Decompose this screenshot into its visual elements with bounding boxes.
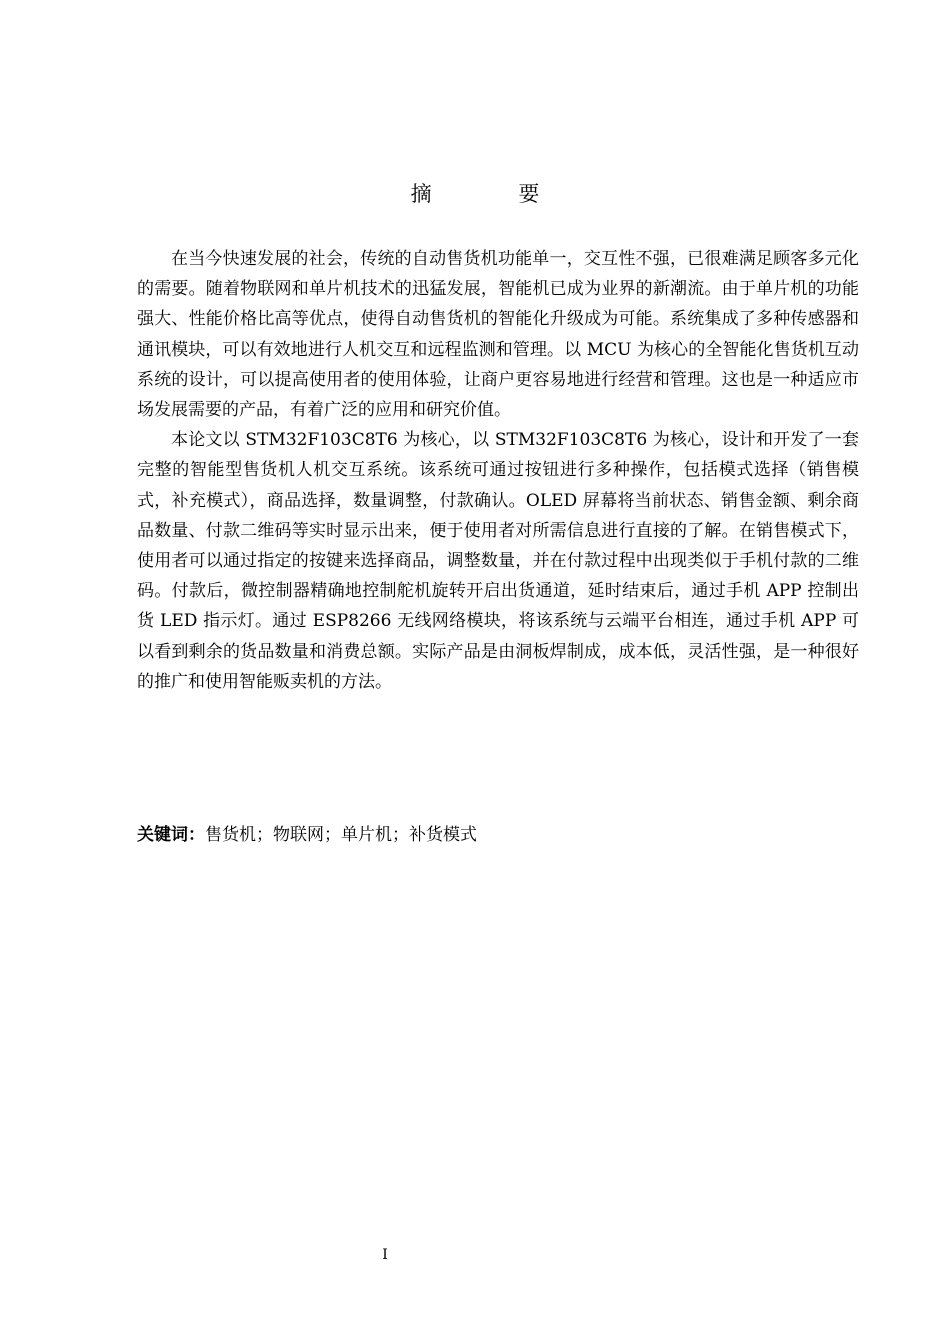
keywords-line	[137, 820, 859, 850]
abstract-title: 摘 要	[410, 182, 580, 206]
keywords-label: 关键词：	[137, 825, 205, 845]
keywords-list: 售货机；物联网；单片机；补货模式	[205, 825, 477, 845]
abstract-paragraph-2: 本论文以 STM32F103C8T6 为核心，以 STM32F103C8T6 为核心，设计和开发了一套完整的智能型售货机人机交互系统。该系统可通过按钮进行多种操作，包括模式选择（销售模式，补充模式），商品选择，数量调整，付款确认。OLED 屏幕将当前状态、销售金额、剩余商品数量、付款二维码等实时显示出来，便于使用者对所需信息进行直接的了解。在销售模式下，使用者可以通过指定的按键来选择商品，调整数量，并在付款过程中出现类似于手机付款的二维码。付款后，微控制器精确地控制舵机旋转开启出货通道，延时结束后，通过手机 APP 控制出货 LED 指示灯。通过 ESP8266 无线网络模块，将该系统与云端平台相连，通过手机 APP 可以看到剩余的货品数量和消费总额。实际产品是由洞板焊制成，成本低，灵活性强，是一种很好的推广和使用智能贩卖机的方法。	[137, 430, 859, 692]
page-number: I	[382, 1247, 388, 1263]
abstract-body	[137, 244, 859, 697]
abstract-paragraph-1: 在当今快速发展的社会，传统的自动售货机功能单一，交互性不强，已很难满足顾客多元化的需要。随着物联网和单片机技术的迅猛发展，智能机已成为业界的新潮流。由于单片机的功能强大、性能价格比高等优点，使得自动售货机的智能化升级成为可能。系统集成了多种传感器和通讯模块，可以有效地进行人机交互和远程监测和管理。以 MCU 为核心的全智能化售货机互动系统的设计，可以提高使用者的使用体验，让商户更容易地进行经营和管理。这也是一种适应市场发展需要的产品，有着广泛的应用和研究价值。	[137, 249, 859, 421]
